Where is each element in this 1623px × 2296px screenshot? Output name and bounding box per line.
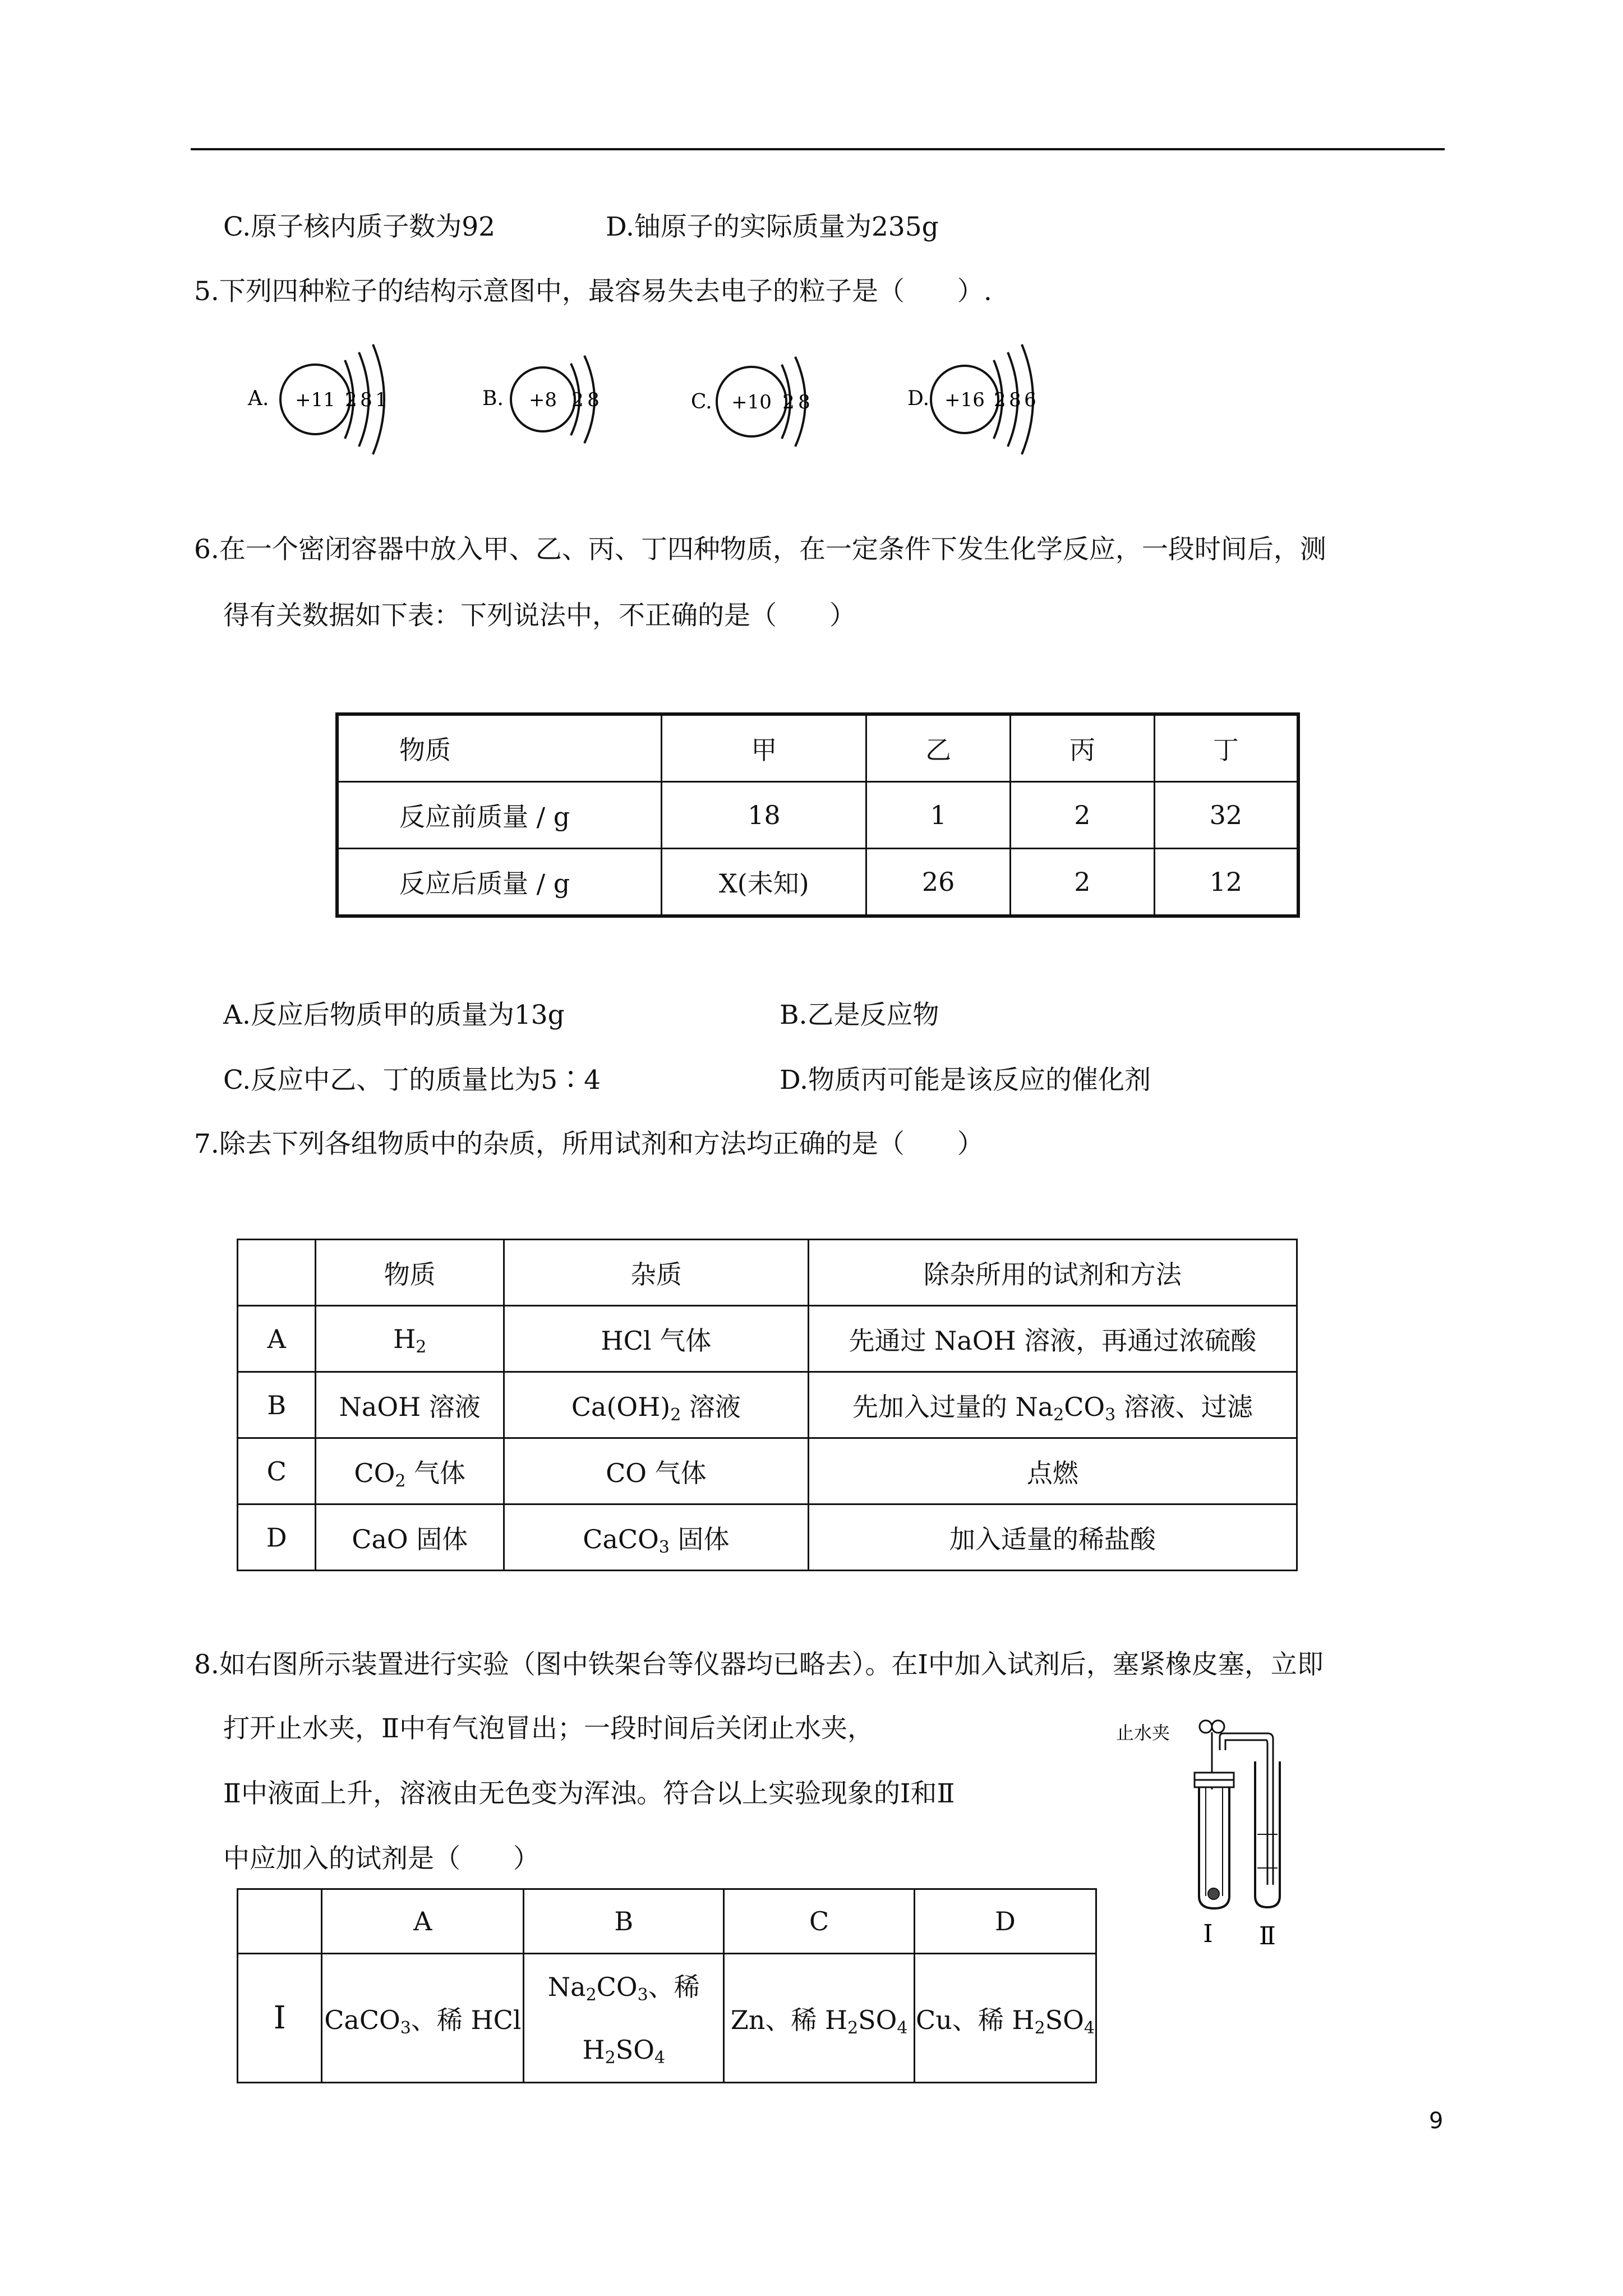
q6-option-d: D.物质丙可能是该反应的催化剂 bbox=[780, 1065, 1151, 1096]
table-cell: $Ca(OH)_2$ 溶液 bbox=[504, 1372, 809, 1438]
clamp-label: 止水夹 bbox=[1116, 1722, 1170, 1743]
q7-header-method: 除杂所用的试剂和方法 bbox=[808, 1240, 1297, 1306]
table-cell: Cu、稀 $H_2SO_4$ bbox=[915, 1954, 1096, 2083]
particle-a-diagram bbox=[247, 344, 388, 454]
table-cell: CO 气体 bbox=[504, 1438, 809, 1504]
table-cell: 26 bbox=[866, 849, 1011, 917]
q8-stem-line4: 中应加入的试剂是（ ） bbox=[223, 1843, 540, 1874]
table-cell: 18 bbox=[662, 782, 866, 849]
q6-header-bing: 丙 bbox=[1010, 714, 1154, 782]
q6-stem-line1: 6.在一个密闭容器中放入甲、乙、丙、丁四种物质，在一定条件下发生化学反应，一段时间后，测 bbox=[194, 534, 1326, 565]
q8-stem-line3: Ⅱ中液面上升，溶液由无色变为浑浊。符合以上实验现象的Ⅰ和Ⅱ bbox=[223, 1778, 955, 1809]
q5-stem: 5.下列四种粒子的结构示意图中，最容易失去电子的粒子是（ ）. bbox=[194, 276, 992, 307]
table-cell: $CO_2$ 气体 bbox=[316, 1438, 504, 1504]
particle-b-label: B. bbox=[482, 387, 504, 410]
q4-option-c: C.原子核内质子数为92 bbox=[223, 211, 496, 242]
particle-a-shell-2: 8 bbox=[360, 389, 372, 411]
table-cell: NaOH 溶液 bbox=[316, 1372, 504, 1438]
q7-header-blank bbox=[238, 1240, 316, 1306]
q8-reagent-table bbox=[237, 1888, 1097, 2083]
table-row bbox=[238, 1504, 1297, 1571]
q8-stem-line2: 打开止水夹，Ⅱ中有气泡冒出；一段时间后关闭止水夹， bbox=[223, 1713, 874, 1744]
q8-header-blank bbox=[238, 1889, 322, 1954]
q7-impurity-table bbox=[237, 1239, 1298, 1571]
q7-row-key: D bbox=[238, 1504, 316, 1571]
table-cell: 32 bbox=[1154, 782, 1298, 849]
particle-a-nucleus: +11 bbox=[295, 389, 335, 411]
table-cell: 2 bbox=[1010, 849, 1154, 917]
table-row bbox=[238, 1438, 1297, 1504]
particle-c-shell-2: 8 bbox=[798, 391, 810, 413]
table-row bbox=[238, 1889, 1096, 1954]
table-cell: HCl 气体 bbox=[504, 1306, 809, 1372]
q8-header-b: B bbox=[524, 1889, 724, 1954]
particle-b-diagram bbox=[482, 356, 600, 443]
table-cell: X(未知) bbox=[662, 849, 866, 917]
table-row bbox=[238, 1954, 1096, 2083]
particle-d-label: D. bbox=[907, 387, 930, 410]
q8-row-label: Ⅰ bbox=[238, 1954, 322, 2083]
particle-b-nucleus: +8 bbox=[528, 389, 557, 411]
q6-stem-line2: 得有关数据如下表：下列说法中，不正确的是（ ） bbox=[223, 600, 856, 631]
q7-stem: 7.除去下列各组物质中的杂质，所用试剂和方法均正确的是（ ） bbox=[194, 1129, 984, 1159]
q8-apparatus-diagram bbox=[1116, 1700, 1352, 1947]
table-row bbox=[238, 1306, 1297, 1372]
table-row bbox=[337, 714, 1298, 782]
q8-header-d: D bbox=[915, 1889, 1096, 1954]
q8-stem-line1: 8.如右图所示装置进行实验（图中铁架台等仪器均已略去）。在Ⅰ中加入试剂后，塞紧橡皮塞，立即 bbox=[194, 1649, 1324, 1680]
particle-a-shell-3: 1 bbox=[375, 389, 388, 411]
q6-option-c: C.反应中乙、丁的质量比为5∶4 bbox=[223, 1065, 601, 1096]
particle-c-diagram bbox=[691, 357, 810, 447]
q8-header-a: A bbox=[322, 1889, 524, 1954]
q6-option-a: A.反应后物质甲的质量为13g bbox=[223, 1000, 565, 1030]
table-cell: CaCO$_3$ 固体 bbox=[504, 1504, 809, 1571]
particle-d-shell-2: 8 bbox=[1009, 389, 1021, 411]
table-cell: Zn、稀 $H_2SO_4$ bbox=[724, 1954, 915, 2083]
q8-header-c: C bbox=[724, 1889, 915, 1954]
particle-a-shell-1: 2 bbox=[345, 389, 357, 411]
table-cell: 反应后质量 / g bbox=[337, 849, 662, 917]
q6-header-substance: 物质 bbox=[337, 714, 662, 782]
q6-option-b: B.乙是反应物 bbox=[780, 1000, 939, 1030]
particle-c-nucleus: +10 bbox=[731, 391, 772, 413]
q5-particle-diagrams bbox=[236, 337, 1077, 466]
q6-header-yi: 乙 bbox=[866, 714, 1011, 782]
page-number: 9 bbox=[1429, 2108, 1444, 2134]
q7-row-key: C bbox=[238, 1438, 316, 1504]
table-cell: CaCO$_3$、稀 HCl bbox=[322, 1954, 524, 2083]
table-cell: $H_2$ bbox=[316, 1306, 504, 1372]
particle-c-label: C. bbox=[691, 390, 712, 413]
table-cell: 先加入过量的 $Na_2CO_3$ 溶液、过滤 bbox=[808, 1372, 1297, 1438]
table-cell: $Na_2CO_3$、稀 $H_2SO_4$ bbox=[524, 1954, 724, 2083]
tube-i-label: Ⅰ bbox=[1203, 1920, 1213, 1947]
table-cell: 1 bbox=[866, 782, 1011, 849]
table-cell: 加入适量的稀盐酸 bbox=[808, 1504, 1297, 1571]
particle-d-diagram bbox=[907, 344, 1036, 454]
table-cell: CaO 固体 bbox=[316, 1504, 504, 1571]
clamp-icon bbox=[1200, 1720, 1212, 1733]
particle-d-shell-3: 6 bbox=[1024, 389, 1036, 411]
q6-header-jia: 甲 bbox=[662, 714, 866, 782]
particle-a-label: A. bbox=[248, 387, 269, 410]
table-cell: 反应前质量 / g bbox=[337, 782, 662, 849]
table-row bbox=[337, 782, 1298, 849]
particle-b-shell-1: 2 bbox=[571, 389, 584, 411]
table-cell: 点燃 bbox=[808, 1438, 1297, 1504]
table-cell: 先通过 NaOH 溶液，再通过浓硫酸 bbox=[808, 1306, 1297, 1372]
q6-mass-table bbox=[335, 712, 1300, 918]
table-row bbox=[337, 849, 1298, 917]
particle-b-shell-2: 8 bbox=[587, 389, 600, 411]
table-cell: 2 bbox=[1010, 782, 1154, 849]
particle-d-shell-1: 2 bbox=[994, 389, 1006, 411]
header-rule bbox=[191, 148, 1445, 150]
table-row bbox=[238, 1240, 1297, 1306]
table-row bbox=[238, 1372, 1297, 1438]
q7-header-substance: 物质 bbox=[316, 1240, 504, 1306]
q7-row-key: B bbox=[238, 1372, 316, 1438]
q6-header-ding: 丁 bbox=[1154, 714, 1298, 782]
particle-c-shell-1: 2 bbox=[782, 391, 795, 413]
table-cell: 12 bbox=[1154, 849, 1298, 917]
tube-ii-label: Ⅱ bbox=[1259, 1922, 1276, 1947]
q7-row-key: A bbox=[238, 1306, 316, 1372]
q4-option-d: D.铀原子的实际质量为235g bbox=[606, 211, 939, 242]
particle-d-nucleus: +16 bbox=[944, 389, 985, 411]
q7-header-impurity: 杂质 bbox=[504, 1240, 809, 1306]
